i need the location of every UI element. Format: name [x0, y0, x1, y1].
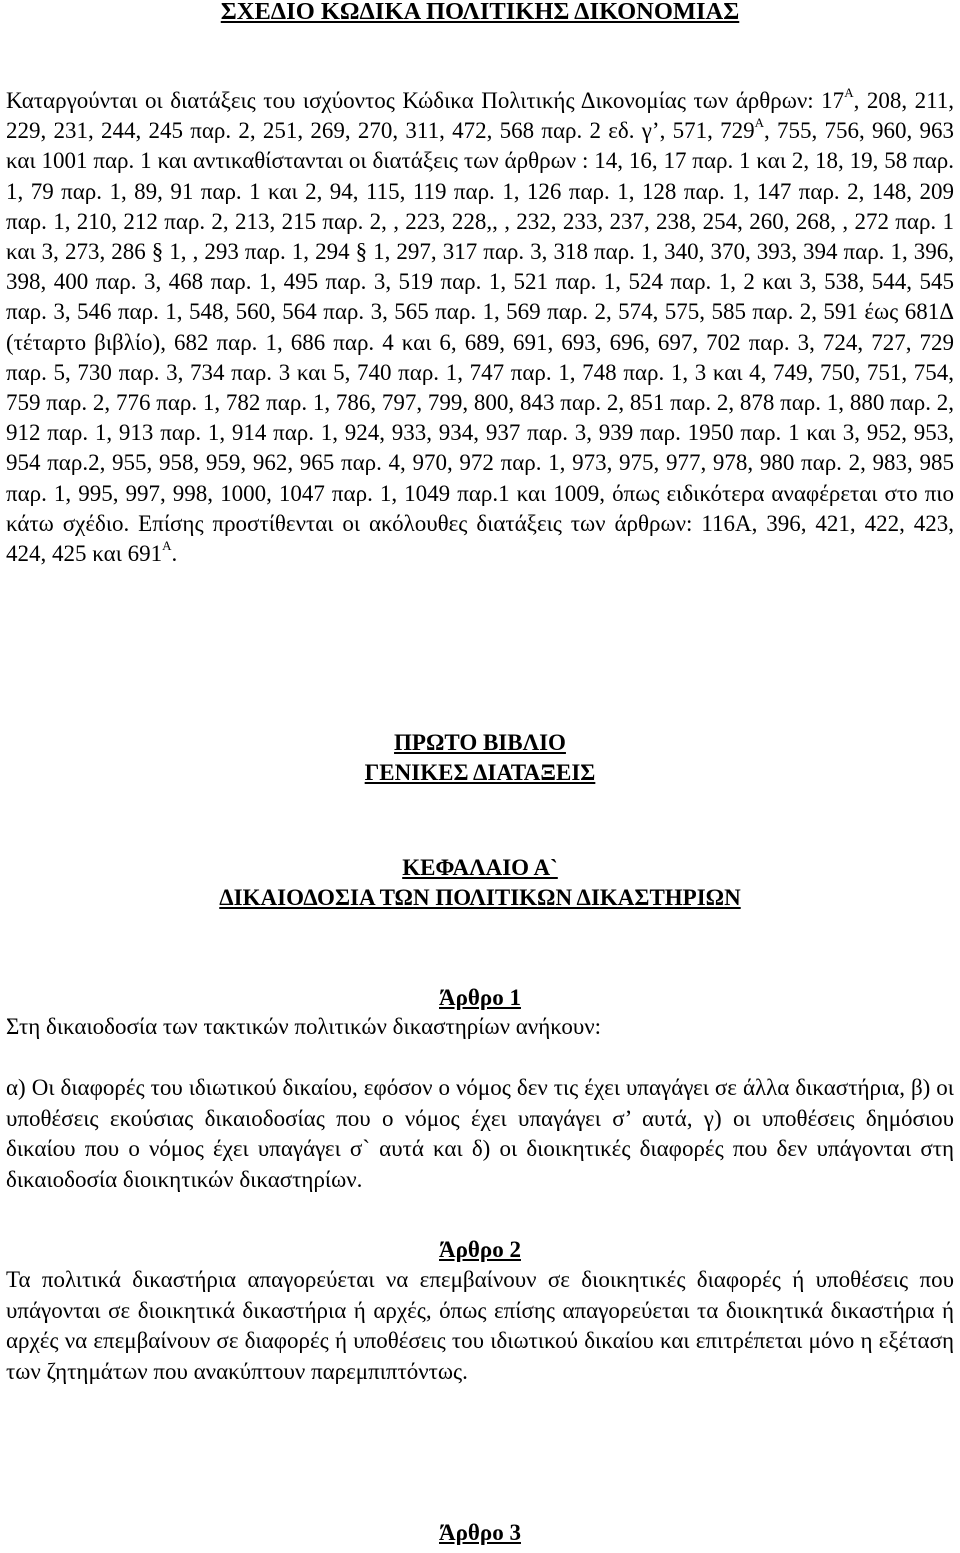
chapter-title: ΚΕΦΑΛΑΙΟ Α`	[402, 855, 558, 880]
article-1-lead: Στη δικαιοδοσία των τακτικών πολιτικών δικαστηρίων ανήκουν:	[6, 1014, 601, 1039]
article-1-title: Άρθρο 1	[439, 985, 521, 1010]
intro-text-2: , 208, 211, 229, 231, 244, 245 παρ. 2, 251, 269, 270, 311, 472, 568 παρ. 2 εδ. γ’, 571, 729	[6, 88, 954, 144]
superscript-marker: Α	[844, 85, 854, 100]
intro-text-1: Καταργούνται οι διατάξεις του ισχύοντος Κώδικα Πολιτικής Δικονομίας των άρθρων: 17	[6, 88, 845, 113]
chapter-heading	[0, 853, 960, 913]
book-subtitle: ΓΕΝΙΚΕΣ ΔΙΑΤΑΞΕΙΣ	[364, 760, 596, 785]
superscript-marker: Α	[754, 115, 764, 131]
article-1-body: α) Οι διαφορές του ιδιωτικού δικαίου, εφόσον ο νόμος δεν τις έχει υπαγάγει σε άλλα δικαστήρια, β) οι υποθέσεις εκούσιας δικαιοδοσίας που ο νόμος έχει υπαγάγει σ’ αυτά, γ) οι υποθέσεις δημόσιου δικαίου που ο νόμος έχει υπαγάγει σ` αυτά και δ) οι διοικητικές διαφορές που δεν υπάγονται στη δικαιοδοσία διοικητικών δικαστηρίων.	[6, 1075, 954, 1192]
article-2-body: Τα πολιτικά δικαστήρια απαγορεύεται να επεμβαίνουν σε διοικητικές διαφορές ή υποθέσεις που υπάγονται σε διοικητικά δικαστήρια ή αρχές, όπως επίσης απαγορεύεται τα διοικητικά δικαστήρια ή αρχές να επεμβαίνουν σε διαφορές ή υποθέσεις του ιδιωτικού δικαίου και επιτρέπεται μόνο η εξέταση των ζητημάτων που ανακύπτουν παρεμπιπτόντως.	[6, 1267, 954, 1384]
superscript-marker: Α	[162, 538, 172, 554]
book-title: ΠΡΩΤΟ ΒΙΒΛΙΟ	[394, 730, 566, 755]
intro-paragraph	[6, 86, 954, 569]
chapter-subtitle: ΔΙΚΑΙΟΔΟΣΙΑ ΤΩΝ ΠΟΛΙΤΙΚΩΝ ΔΙΚΑΣΤΗΡΙΩΝ	[219, 885, 741, 910]
book-heading	[0, 728, 960, 788]
article-2-title: Άρθρο 2	[439, 1237, 521, 1262]
document-title: ΣΧΕΔΙΟ ΚΩΔΙΚΑ ΠΟΛΙΤΙΚΗΣ ΔΙΚΟΝΟΜΙΑΣ	[220, 0, 740, 25]
intro-text-3: , 755, 756, 960, 963 και 1001 παρ. 1 και αντικαθίστανται οι διατάξεις των άρθρων : 14, 16, 17 παρ. 1 και 2, 18, 19, 58 παρ. 1, 79 παρ. 1, 89, 91 παρ. 1 και 2, 94, 115, 119 παρ. 1, 126 παρ. 1, 128 παρ. 1, 147 παρ. 2, 148, 209 παρ. 1, 210, 212 παρ. 2, 213, 215 παρ. 2, , 223, 228,, , 232, 233, 237, 238, 254, 260, 268, , 272 παρ. 1 και 3, 273, 286 § 1, , 293 παρ. 1, 294 § 1, 297, 317 παρ. 3, 318 παρ. 1, 340, 370, 393, 394 παρ. 1, 396, 398, 400 παρ. 3, 468 παρ. 1, 495 παρ. 3, 519 παρ. 1, 521 παρ. 1, 524 παρ. 1, 2 και 3, 538, 544, 545 παρ. 3, 546 παρ. 1, 548, 560, 564 παρ. 3, 565 παρ. 1, 569 παρ. 2, 574, 575, 585 παρ. 2, 591 έως 681Δ (τέταρτο βιβλίο), 682 παρ. 1, 686 παρ. 4 και 6, 689, 691, 693, 696, 697, 702 παρ. 3, 724, 727, 729 παρ. 5, 730 παρ. 3, 734 παρ. 3 και 5, 740 παρ. 1, 747 παρ. 1, 748 παρ. 1, 3 και 4, 749, 750, 751, 754, 759 παρ. 2, 776 παρ. 1, 782 παρ. 1, 786, 797, 799, 800, 843 παρ. 2, 851 παρ. 2, 878 παρ. 1, 880 παρ. 2, 912 παρ. 1, 913 παρ. 1, 914 παρ. 1, 924, 933, 934, 937 παρ. 3, 939 παρ. 1950 παρ. 1 και 3, 952, 953, 954 παρ.2, 955, 958, 959, 962, 965 παρ. 4, 970, 972 παρ. 1, 973, 975, 977, 978, 980 παρ. 2, 983, 985 παρ. 1, 995, 997, 998, 1000, 1047 παρ. 1, 1049 παρ.1 και 1009, όπως ειδικότερα αναφέρεται στο πιο κάτω σχέδιο. Επίσης προστίθενται οι ακόλουθες διατάξεις των άρθρων: 116Α, 396, 421, 422, 423, 424, 425 και 691	[6, 118, 955, 567]
intro-text-4: .	[171, 541, 178, 567]
article-3-title: Άρθρο 3	[439, 1520, 521, 1545]
